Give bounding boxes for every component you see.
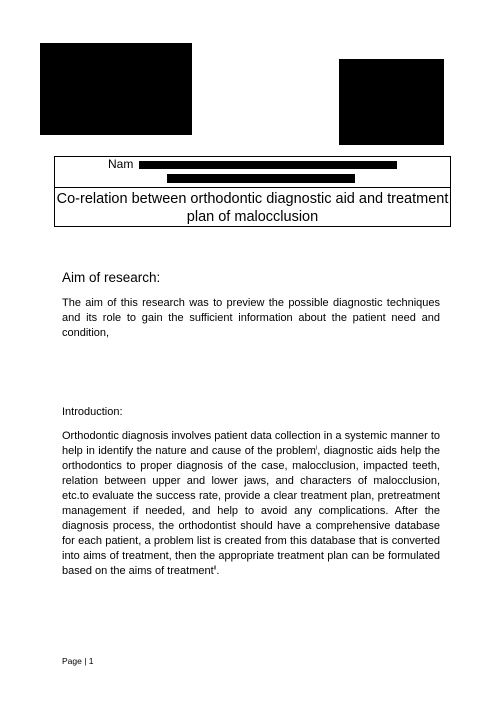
author-row bbox=[55, 157, 450, 188]
redacted-block-left bbox=[40, 43, 192, 135]
redacted-block-right bbox=[339, 59, 444, 145]
intro-text-end: . bbox=[216, 565, 220, 577]
redacted-course-code bbox=[167, 174, 355, 183]
name-label: Nam bbox=[108, 157, 134, 171]
document-title: Co-relation between orthodontic diagnostic aid and treatment plan of malocclusion bbox=[56, 191, 449, 225]
footnote-ref-1[interactable]: i bbox=[315, 445, 318, 452]
introduction-paragraph bbox=[62, 429, 440, 579]
footnote-ref-2[interactable]: ii bbox=[213, 565, 217, 572]
redacted-name bbox=[139, 161, 397, 169]
intro-text-part2: , diagnostic aids help the orthodontics to proper diagnosis of the case, malocclusion, impacted teeth, relation between upper and lower jaws, and characters of malocclusion, etc.to evaluate the success rate, provide a clear treatment plan, pretreatment management if needed, and help to avoid any complications. After the diagnosis process, the orthodontist should have a comprehensive database for each patient, a problem list is created from this database that is converted into aims of treatment, then the appropriate treatment plan can be formulated based on the aims of treatment bbox=[62, 445, 440, 577]
title-table bbox=[54, 156, 451, 227]
introduction-heading: Introduction: bbox=[62, 406, 123, 418]
intro-text-part1: Orthodontic diagnosis involves patient data collection in a systemic manner to help in identify the nature and cause of the problem bbox=[62, 430, 440, 457]
aim-paragraph: The aim of this research was to preview the possible diagnostic techniques and its role to gain the sufficient information about the patient need and condition, bbox=[62, 297, 440, 339]
aim-heading: Aim of research: bbox=[62, 270, 161, 285]
page-number: Page | 1 bbox=[62, 656, 94, 666]
